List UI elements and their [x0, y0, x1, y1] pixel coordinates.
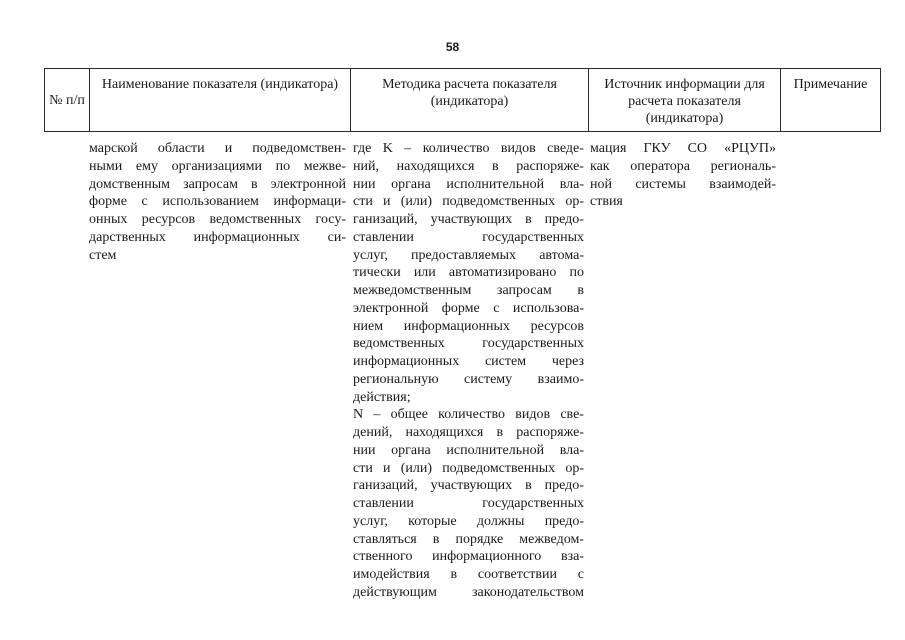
information-source-cell — [590, 140, 776, 211]
text-line: сти и (или) подведомственных ор- — [353, 460, 584, 476]
text-line: электронной форме с использова- — [353, 300, 584, 316]
indicator-name-cell — [89, 140, 346, 264]
text-line: ственного информационного вза- — [353, 549, 584, 565]
header-cell-number: № п/п — [45, 69, 90, 132]
text-line: ведомственных государственных — [353, 336, 584, 352]
text-line: имодействия в соответствии с — [353, 567, 584, 582]
text-line: действующим законодательством — [353, 584, 584, 600]
text-line: ной системы взаимодей- — [590, 176, 776, 192]
text-line: ными ему организациями по межве- — [89, 158, 346, 174]
text-line: нии органа исполнительной вла- — [353, 176, 584, 192]
header-cell-note: Примечание — [781, 69, 881, 132]
text-line: ставлении государственных — [353, 496, 584, 511]
text-line: межведомственным запросам в — [353, 283, 584, 298]
page-number: 58 — [445, 40, 460, 54]
text-line: региональную систему взаимо- — [353, 371, 584, 387]
text-line: услуг, предоставляемых автома- — [353, 247, 584, 263]
text-line: ставлении государственных — [353, 229, 584, 245]
calculation-method-cell — [353, 140, 584, 602]
text-line: стем — [89, 247, 117, 263]
text-line: сти и (или) подведомственных ор- — [353, 194, 584, 210]
text-line: мация ГКУ СО «РЦУП» — [590, 141, 776, 156]
text-line: ганизаций, участвующих в предо- — [353, 212, 584, 227]
text-line: N – общее количество видов све- — [353, 407, 584, 423]
text-line: дарственных информационных си- — [89, 229, 346, 245]
text-line: где K – количество видов сведе- — [353, 141, 584, 156]
text-line: дений, находящихся в распоряже- — [353, 425, 584, 440]
text-line: марской области и подведомствен- — [89, 141, 346, 156]
table-header — [44, 68, 881, 132]
header-cell-indicator-name: Наименование показателя (индикатора) — [90, 69, 351, 132]
text-line: форме с использованием информаци- — [89, 194, 346, 210]
text-line: нием информационных ресурсов — [353, 318, 584, 334]
text-line: онных ресурсов ведомственных госу- — [89, 212, 346, 227]
header-cell-information-source: Источник информации для расчета показателя (индикатора) — [589, 69, 781, 132]
header-cell-calculation-method: Методика расчета показателя (индикатора) — [351, 69, 589, 132]
text-line: ний, находящихся в распоряже- — [353, 158, 584, 174]
text-line: ганизаций, участвующих в предо- — [353, 478, 584, 494]
table-header-row — [45, 69, 881, 132]
text-line: услуг, которые должны предо- — [353, 513, 584, 529]
text-line: информационных систем через — [353, 354, 584, 369]
text-line: ствия — [590, 194, 623, 210]
text-line: домственным запросам в электронной — [89, 176, 346, 192]
text-line: тически или автоматизировано по — [353, 265, 584, 281]
text-line: ставляться в порядке межведом- — [353, 531, 584, 547]
text-line: действия; — [353, 389, 411, 405]
text-line: нии органа исполнительной вла- — [353, 442, 584, 458]
text-line: как оператора региональ- — [590, 158, 776, 174]
